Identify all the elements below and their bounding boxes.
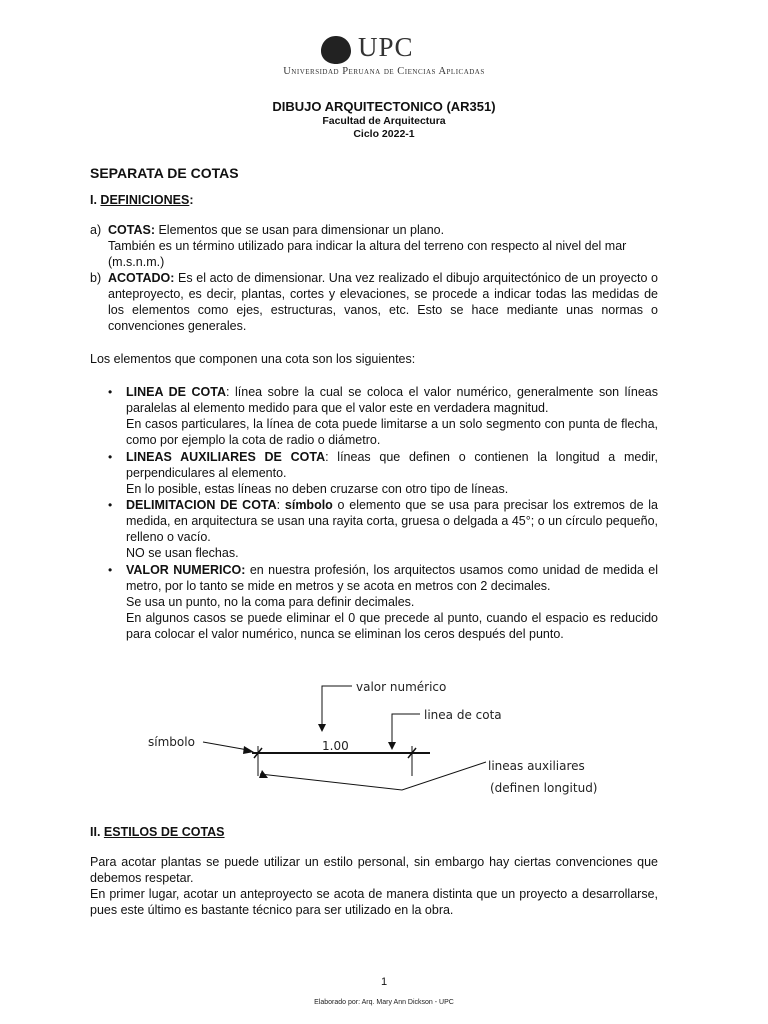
section-2-title: ESTILOS DE COTAS bbox=[103, 825, 225, 839]
valor-leader bbox=[322, 686, 352, 728]
document-title: SEPARATA DE COTAS bbox=[90, 165, 239, 181]
label-lineas-auxiliares: lineas auxiliares bbox=[488, 759, 585, 773]
bullet-delimitacion bbox=[126, 497, 658, 545]
bullet-icon: • bbox=[108, 450, 113, 464]
bullet-4-term: VALOR NUMERICO: bbox=[126, 563, 246, 577]
label-definen-longitud: (definen longitud) bbox=[490, 781, 598, 795]
item-a-line1 bbox=[108, 222, 658, 238]
section-1-heading bbox=[90, 193, 194, 207]
bullet-2-term: LINEAS AUXILIARES DE COTA bbox=[126, 450, 326, 464]
item-a-term: COTAS: bbox=[108, 223, 155, 237]
section-1-colon: : bbox=[189, 193, 194, 207]
bullet-1-extra: En casos particulares, la línea de cota puede limitarse a un solo segmento con punta de flecha, como por ejemplo la cota de radio o diámetro. bbox=[126, 417, 658, 447]
bullet-icon: • bbox=[108, 498, 113, 512]
components-intro: Los elementos que componen una cota son los siguientes: bbox=[90, 352, 416, 366]
section-2-heading bbox=[90, 825, 225, 839]
faculty: Facultad de Arquitectura bbox=[322, 115, 446, 127]
bullet-2-text: : líneas que definen o contienen la longitud a medir, perpendiculares al elemento. bbox=[126, 450, 659, 480]
cycle: Ciclo 2022-1 bbox=[353, 128, 415, 140]
dimension-diagram bbox=[140, 670, 620, 805]
bullet-4-text: en nuestra profesión, los arquitectos usamos como unidad de medida el metro, por lo tanto se mide en metros y se acota en metros con 2 decimales. bbox=[126, 563, 658, 593]
bullet-icon: • bbox=[108, 385, 113, 399]
bullet-1-text: : línea sobre la cual se coloca el valor numérico, generalmente son líneas paralelas al elemento medido para que el valor este en verdadera magnitud. bbox=[126, 385, 658, 415]
section-2-paragraph-2: En primer lugar, acotar un anteproyecto se acota de manera distinta que un proyecto a desarrollarse, pues este último es bastante técnico para ser utilizado en la obra. bbox=[90, 887, 658, 917]
bullet-lineas-auxiliares bbox=[126, 449, 658, 481]
bullet-valor-numerico bbox=[126, 562, 658, 594]
bullet-icon: • bbox=[108, 563, 113, 577]
item-b-term: ACOTADO: bbox=[108, 271, 175, 285]
course-title: DIBUJO ARQUITECTONICO (AR351) bbox=[272, 99, 496, 114]
bullet-linea-de-cota bbox=[126, 384, 658, 416]
linea-leader bbox=[392, 714, 420, 746]
section-2-paragraph-1: Para acotar plantas se puede utilizar un estilo personal, sin embargo hay ciertas convenciones que debemos respetar. bbox=[90, 855, 658, 885]
university-name: Universidad Peruana de Ciencias Aplicadas bbox=[283, 66, 485, 77]
item-b-paragraph bbox=[108, 270, 658, 334]
item-b-marker: b) bbox=[90, 271, 102, 285]
simbolo-leader bbox=[203, 742, 248, 750]
label-simbolo: símbolo bbox=[148, 735, 195, 749]
item-a-text2: También es un término utilizado para indicar la altura del terreno con respecto al nivel del mar (m.s.n.m.) bbox=[108, 239, 627, 269]
bullet-3-term: DELIMITACION DE COTA bbox=[126, 498, 277, 512]
upc-emblem-icon bbox=[318, 34, 354, 66]
section-1-number: I. bbox=[90, 193, 101, 207]
upc-logo bbox=[318, 34, 460, 66]
bullet-3-extra: NO se usan flechas. bbox=[126, 546, 239, 560]
bullet-3-pre: : bbox=[276, 498, 285, 512]
bullet-3-term2: símbolo bbox=[284, 498, 333, 512]
item-b-text: Es el acto de dimensionar. Una vez realizado el dibujo arquitectónico de un proyecto o anteproyecto, es decir, plantas, cortes y elevaciones, se procede a indicar todas las medidas de los elementos como ejes, estructuras, vanos, etc. Esto se hace mediante unas normas o convenciones generales. bbox=[108, 271, 658, 333]
section-2-number: II. bbox=[90, 825, 104, 839]
footer-credit: Elaborado por: Arq. Mary Ann Dickson - UPC bbox=[314, 999, 454, 1006]
bullet-4-extra: Se usa un punto, no la coma para definir decimales. bbox=[126, 595, 415, 609]
label-linea-de-cota: linea de cota bbox=[424, 708, 502, 722]
logo-wordmark: UPC bbox=[358, 32, 414, 62]
section-1-title: DEFINICIONES bbox=[100, 193, 190, 207]
bullet-1-term: LINEA DE COTA bbox=[126, 385, 226, 399]
label-valor-numerico: valor numérico bbox=[356, 680, 447, 694]
bullet-3-text: o elemento que se usa para precisar los extremos de la medida, en arquitectura se usan una rayita corta, gruesa o delgada a 45°; o un círculo pequeño, relleno o vacío. bbox=[126, 498, 659, 544]
item-a-marker: a) bbox=[90, 223, 102, 237]
bullet-4-extra2: En algunos casos se puede eliminar el 0 que precede al punto, cuando el espacio es reducido para colocar el valor numérico, nunca se eliminan los ceros después del punto. bbox=[126, 611, 658, 641]
auxiliary-brace bbox=[260, 762, 486, 790]
valor-arrowhead bbox=[318, 724, 326, 732]
linea-arrowhead bbox=[388, 742, 396, 750]
bullet-2-extra: En lo posible, estas líneas no deben cruzarse con otro tipo de líneas. bbox=[126, 482, 509, 496]
page-number: 1 bbox=[380, 976, 388, 988]
item-a-text: Elementos que se usan para dimensionar un plano. bbox=[155, 223, 445, 237]
dimension-value: 1.00 bbox=[322, 739, 349, 753]
